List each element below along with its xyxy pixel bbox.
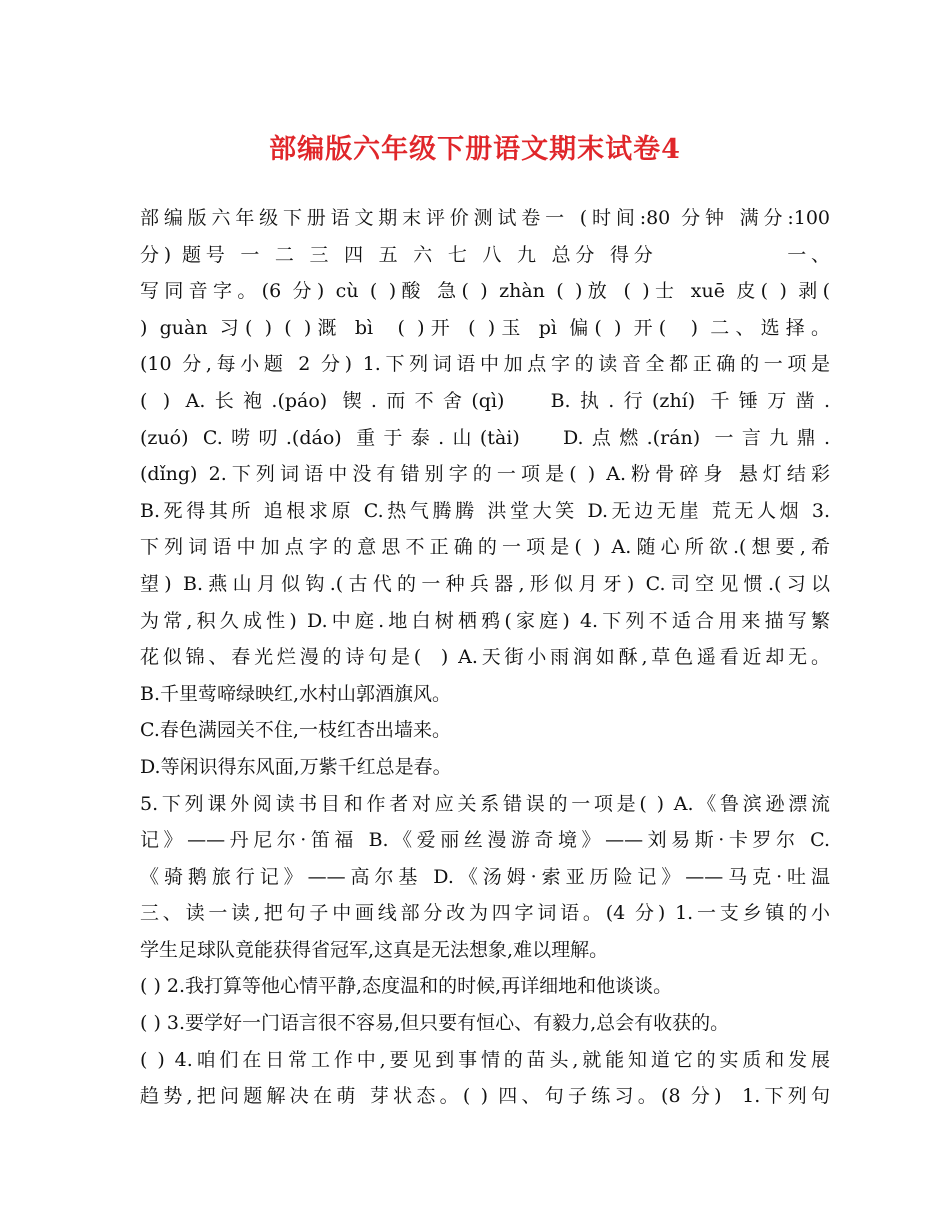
- text-line: 下列词语中加点字的意思不正确的一项是( ) A.随心所欲.(想要,希: [140, 536, 830, 559]
- text-line: 记》——丹尼尔·笛福 B.《爱丽丝漫游奇境》——刘易斯·卡罗尔 C.: [140, 829, 830, 852]
- document-title: 部编版六年级下册语文期末试卷4: [269, 134, 681, 165]
- text-line: 望) B.燕山月似钩.(古代的一种兵器,形似月牙) C.司空见惯.(习以: [140, 572, 830, 595]
- text-line: ( ) 4.咱们在日常工作中,要见到事情的苗头,就能知道它的实质和发展: [140, 1048, 830, 1071]
- text-line: (zuó) C.唠叨.(dáo) 重于泰.山(tài) D.点燃.(rán) 一言九鼎.: [140, 426, 830, 449]
- text-line: ) guàn 习( ) ( )溉 bì ( )开 ( )玉 pì 偏( ) 开( ) 二、选择。: [140, 316, 830, 339]
- document-body: [140, 200, 830, 1115]
- text-line: B.死得其所 追根求原 C.热气腾腾 洪堂大笑 D.无边无崖 荒无人烟 3.: [140, 499, 830, 522]
- text-line: 部编版六年级下册语文期末评价测试卷一 (时间:80 分钟 满分:100: [140, 207, 830, 229]
- text-line: (dǐng) 2.下列词语中没有错别字的一项是( ) A.粉骨碎身 悬灯结彩: [140, 463, 830, 486]
- text-line: ( ) 2.我打算等他心情平静,态度温和的时候,再详细地和他谈谈。: [140, 975, 673, 998]
- text-line: B.千里莺啼绿映红,水村山郭酒旗风。: [140, 682, 452, 705]
- text-line: 为常,积久成性) D.中庭.地白树栖鸦(家庭) 4.下列不适合用来描写繁: [140, 609, 830, 632]
- text-line: ( ) A.长袍.(páo) 锲.而不舍(qì) B.执.行(zhí) 千锤万凿.: [140, 389, 830, 412]
- text-line: (10 分,每小题 2 分) 1.下列词语中加点字的读音全都正确的一项是: [140, 353, 830, 376]
- text-line: 分) 题号 一 二 三 四 五 六 七 八 九 总分 得分 一、: [140, 243, 830, 266]
- text-line: C.春色满园关不住,一枝红杏出墙来。: [140, 719, 451, 742]
- text-line: 趋势,把问题解决在萌 芽状态。( ) 四、句子练习。(8 分) 1.下列句: [140, 1085, 830, 1108]
- text-line: 写同音字。(6 分) cù ( )酸 急( ) zhàn ( )放 ( )士 xuē 皮( ) 剥(: [140, 280, 830, 303]
- text-line: 三、读一读,把句子中画线部分改为四字词语。(4 分) 1.一支乡镇的小: [140, 902, 830, 925]
- text-line: 学生足球队竟能获得省冠军,这真是无法想象,难以理解。: [140, 938, 609, 961]
- text-line: D.等闲识得东风面,万紫千红总是春。: [140, 755, 452, 778]
- text-line: 花似锦、春光烂漫的诗句是( ) A.天街小雨润如酥,草色遥看近却无。: [140, 646, 830, 669]
- text-line: ( ) 3.要学好一门语言很不容易,但只要有恒心、有毅力,总会有收获的。: [140, 1012, 730, 1035]
- text-line: 5.下列课外阅读书目和作者对应关系错误的一项是( ) A.《鲁滨逊漂流: [140, 792, 830, 815]
- text-line: 《骑鹅旅行记》——高尔基 D.《汤姆·索亚历险记》——马克·吐温: [140, 865, 830, 888]
